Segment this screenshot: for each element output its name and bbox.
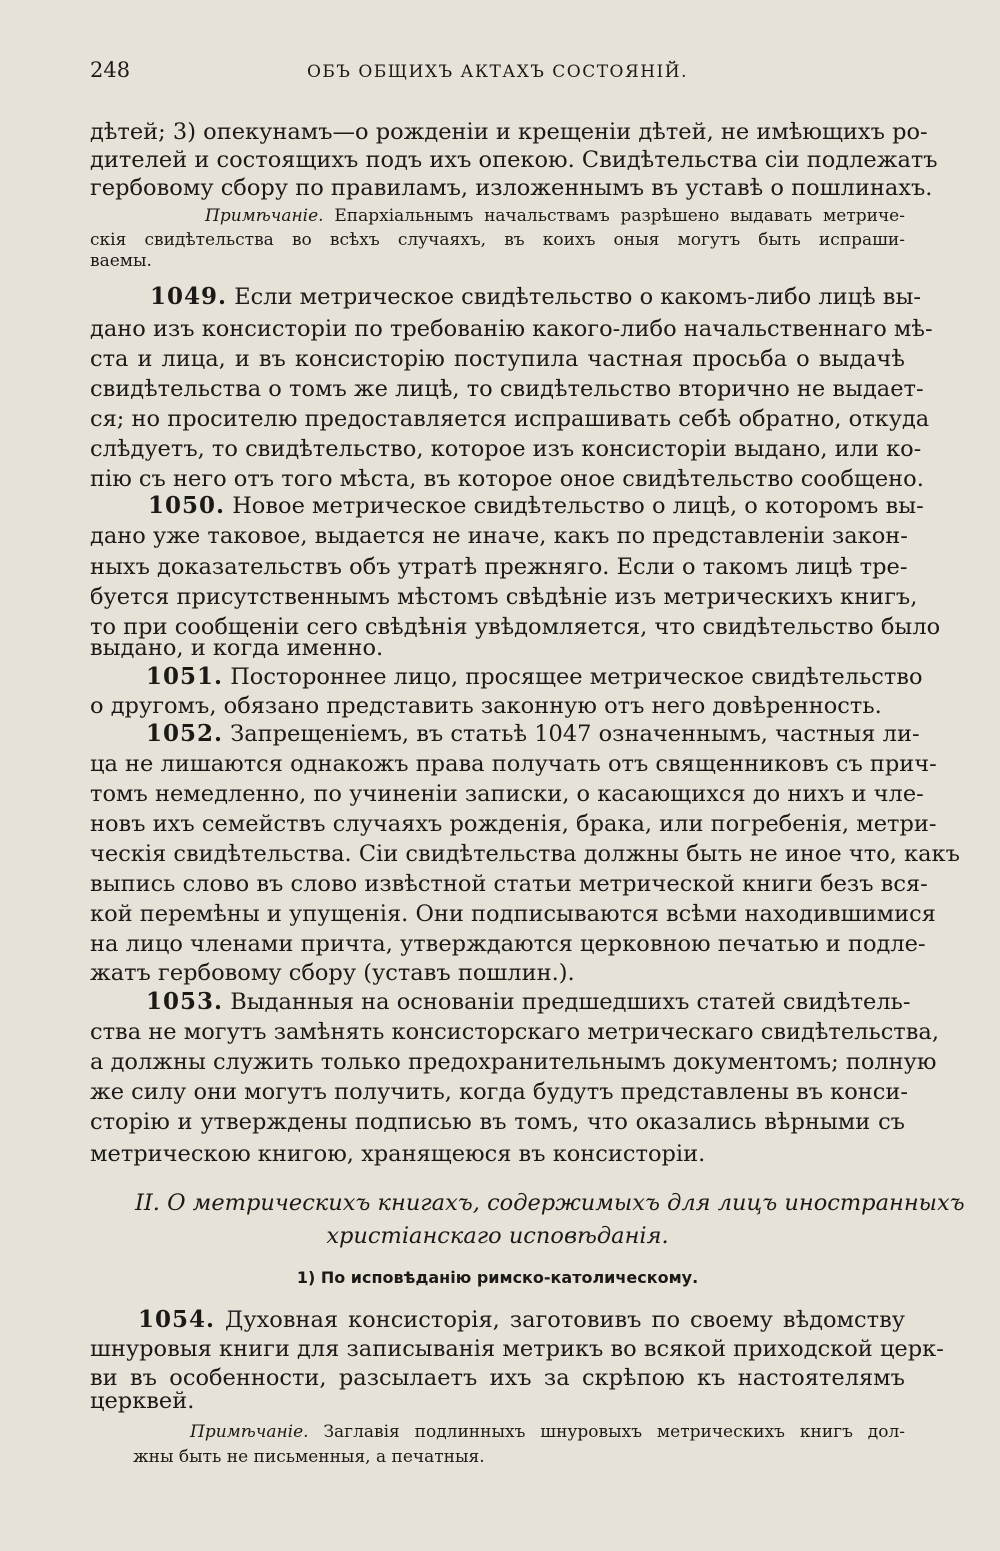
text-line: слѣдуетъ, то свидѣтельство, которое изъ консисторіи выдано, или ко-: [90, 436, 922, 462]
text-line: дано уже таковое, выдается не иначе, какъ по представленіи закон-: [90, 523, 908, 549]
article-text: Духовная консисторія, заготовивъ по своему вѣдомству: [225, 1307, 905, 1333]
text-line: ныхъ доказательствъ объ утратѣ прежняго. Если о такомъ лицѣ тре-: [90, 554, 908, 580]
article-first-line: [146, 988, 911, 1016]
note-line: ваемы.: [90, 251, 152, 271]
page-number: 248: [90, 58, 131, 82]
text-line: выпись слово въ слово извѣстной статьи метрической книги безъ вся-: [90, 871, 928, 897]
article-number: 1052.: [146, 720, 224, 747]
text-line: свидѣтельства о томъ же лицѣ, то свидѣтельство вторично не выдает-: [90, 376, 924, 402]
article-first-line: [146, 663, 923, 691]
text-line: гербовому сбору по правиламъ, изложеннымъ въ уставѣ о пошлинахъ.: [90, 175, 933, 201]
text-line: то при сообщеніи сего свѣдѣнія увѣдомляется, что свидѣтельство было: [90, 614, 941, 640]
text-line: выдано, и когда именно.: [90, 635, 384, 661]
text-line: буется присутственнымъ мѣстомъ свѣдѣніе изъ метрическихъ книгъ,: [90, 584, 918, 610]
article-number: 1053.: [146, 988, 224, 1015]
text-line: жатъ гербовому сбору (уставъ пошлин.).: [90, 960, 575, 986]
text-line: дано изъ консисторіи по требованію какого-либо начальственнаго мѣ-: [90, 316, 933, 342]
note-text: Епархіальнымъ начальствамъ разрѣшено выдавать метриче-: [334, 206, 905, 226]
text-line: пію съ него отъ того мѣста, въ которое оное свидѣтельство сообщено.: [90, 466, 924, 492]
article-number: 1051.: [146, 663, 224, 690]
article-number: 1054.: [138, 1306, 216, 1333]
article-number: 1049.: [150, 283, 228, 310]
text-line: сторію и утверждены подписью въ томъ, что оказались вѣрными съ: [90, 1109, 905, 1135]
text-line: ви въ особенности, разсылаетъ ихъ за скрѣпою къ настоятелямъ: [90, 1365, 905, 1391]
text-line: томъ немедленно, по учиненіи записки, о касающихся до нихъ и чле-: [90, 781, 924, 807]
article-text: Запрещеніемъ, въ статьѣ 1047 означеннымъ, частныя ли-: [230, 721, 920, 747]
article-text: Новое метрическое свидѣтельство о лицѣ, о которомъ вы-: [232, 493, 924, 519]
note-text: Заглавія подлинныхъ шнуровыхъ метрическихъ книгъ дол-: [323, 1422, 906, 1442]
note-line: [190, 1421, 905, 1443]
text-line: ся; но просителю предоставляется испрашивать себѣ обратно, откуда: [90, 406, 930, 432]
note-label: Примѣчаніе.: [190, 1422, 309, 1442]
section-title: II. О метрическихъ книгахъ, содержимыхъ для лицъ иностранныхъ: [135, 1190, 965, 1216]
text-line: а должны служить только предохранительнымъ документомъ; полную: [90, 1049, 937, 1075]
article-text: Постороннее лицо, просящее метрическое свидѣтельство: [230, 664, 923, 690]
text-line: ства не могутъ замѣнять консисторскаго метрическаго свидѣтельства,: [90, 1019, 939, 1045]
note-label: Примѣчаніе.: [205, 206, 324, 226]
text-line: на лицо членами причта, утверждаются церковною печатью и подле-: [90, 931, 926, 957]
article-text: Выданныя на основаніи предшедшихъ статей свидѣтель-: [230, 989, 911, 1015]
text-line: о другомъ, обязано представить законную отъ него довѣренность.: [90, 693, 882, 719]
text-line: дителей и состоящихъ подъ ихъ опекою. Свидѣтельства сіи подлежатъ: [90, 147, 938, 173]
text-line: церквей.: [90, 1388, 195, 1414]
text-line: новъ ихъ семействъ случаяхъ рожденія, брака, или погребенія, метри-: [90, 811, 937, 837]
running-header: [90, 58, 905, 82]
article-text: Если метрическое свидѣтельство о какомъ-либо лицѣ вы-: [234, 284, 921, 310]
section-subtitle: 1) По исповѣданію римско-католическому.: [296, 1268, 699, 1287]
text-line: ческія свидѣтельства. Сіи свидѣтельства должны быть не иное что, какъ: [90, 841, 960, 867]
section-title-cont: христіанскаго исповѣданія.: [326, 1223, 669, 1249]
article-first-line: [150, 283, 921, 311]
article-first-line: [138, 1306, 905, 1334]
article-number: 1050.: [148, 492, 226, 519]
text-line: ста и лица, и въ консисторію поступила частная просьба о выдачѣ: [90, 346, 905, 372]
article-first-line: [146, 720, 920, 748]
note-line: жны быть не письменныя, а печатныя.: [133, 1447, 485, 1467]
text-line: шнуровыя книги для записыванія метрикъ во всякой приходской церк-: [90, 1336, 944, 1362]
note-line: скія свидѣтельства во всѣхъ случаяхъ, въ коихъ оныя могутъ быть испраши-: [90, 230, 905, 250]
text-line: метрическою книгою, хранящеюся въ консисторіи.: [90, 1141, 706, 1167]
text-line: ца не лишаются однакожъ права получать отъ священниковъ съ прич-: [90, 751, 937, 777]
text-line: кой перемѣны и упущенія. Они подписываются всѣми находившимися: [90, 901, 936, 927]
running-title: ОБЪ ОБЩИХЪ АКТАХЪ СОСТОЯНІЙ.: [307, 62, 688, 82]
article-first-line: [148, 492, 924, 520]
text-line: же силу они могутъ получить, когда будутъ представлены въ конси-: [90, 1079, 908, 1105]
note-line: [205, 205, 905, 227]
text-line: дѣтей; 3) опекунамъ—о рожденіи и крещеніи дѣтей, не имѣющихъ ро-: [90, 119, 928, 145]
